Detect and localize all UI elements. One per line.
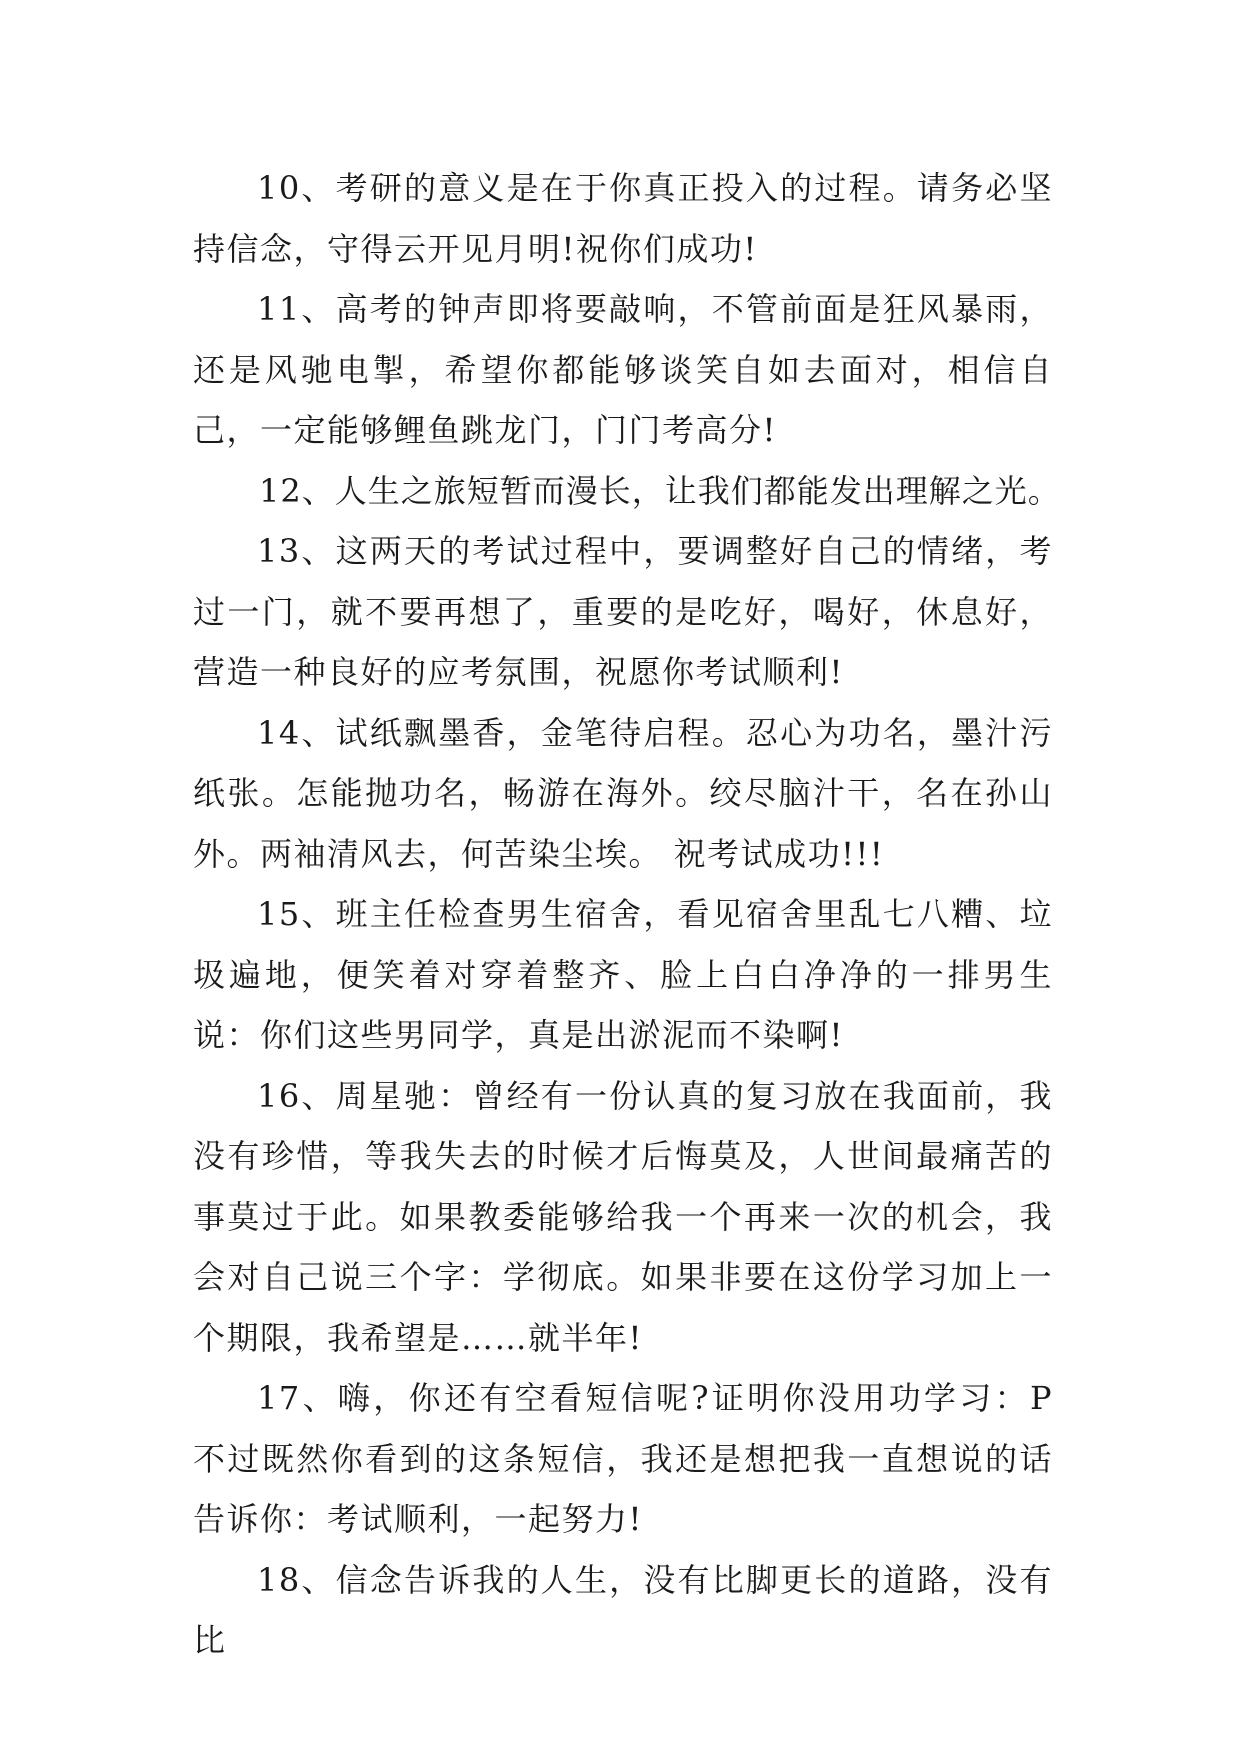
paragraph-17: 17、嗨，你还有空看短信呢?证明你没用功学习：P 不过既然你看到的这条短信，我还是想把我一直想说的话告诉你：考试顺利，一起努力! — [193, 1379, 1053, 1538]
document-body — [193, 158, 1061, 1671]
paragraph-14: 14、试纸飘墨香，金笔待启程。忍心为功名，墨汁污纸张。怎能抛功名，畅游在海外。绞尽脑汁干，名在孙山外。两袖清风去，何苦染尘埃。 祝考试成功!!! — [193, 713, 1053, 873]
paragraph-12: 12、人生之旅短暂而漫长，让我们都能发出理解之光。 — [259, 471, 1061, 510]
paragraph-15: 15、班主任检查男生宿舍，看见宿舍里乱七八糟、垃圾遍地，便笑着对穿着整齐、脸上白白净净的一排男生说：你们这些男同学，真是出淤泥而不染啊! — [193, 895, 1053, 1054]
paragraph-18: 18、信念告诉我的人生，没有比脚更长的道路，没有比 — [193, 1560, 1053, 1659]
paragraph-10: 10、考研的意义是在于你真正投入的过程。请务必坚持信念，守得云开见月明!祝你们成功! — [193, 169, 1053, 268]
paragraph-11: 11、高考的钟声即将要敲响，不管前面是狂风暴雨，还是风驰电掣，希望你都能够谈笑自如去面对，相信自己，一定能够鲤鱼跳龙门，门门考高分! — [193, 290, 1053, 449]
paragraph-13: 13、这两天的考试过程中，要调整好自己的情绪，考过一门，就不要再想了，重要的是吃好，喝好，休息好，营造一种良好的应考氛围，祝愿你考试顺利! — [193, 532, 1053, 691]
paragraph-16: 16、周星驰：曾经有一份认真的复习放在我面前，我没有珍惜，等我失去的时候才后悔莫及，人世间最痛苦的事莫过于此。如果教委能够给我一个再来一次的机会，我会对自己说三个字：学彻底。如果非要在这份学习加上一个期限，我希望是……就半年! — [193, 1076, 1053, 1357]
